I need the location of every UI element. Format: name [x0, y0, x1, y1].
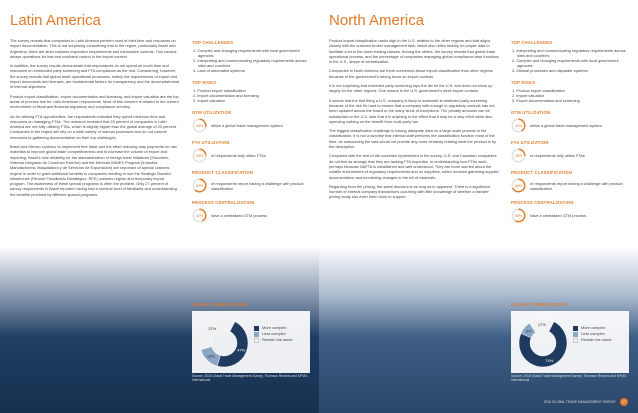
paragraph: Brazil and Mexico continue to implement free trade and the effort reducing duty payments on raw materials to improve global trade competitiveness and to increase the volume of export and importing. Brazil's new reliability for the standardization of foreign trade initiatives (Siscomex, Sistema Integrado de Comércio Exterior) and the Mexican IMMEX Program (Industria Manufacturera, Maquiladora y de Servicios de Exportación) are important of special customs regime in order to grant additional benefits to companies electing to use the Strategic Bonded Warehouse (Recinto Fiscalizado Estratégico, RFE) customs regime and temporary import program. The awareness of these special programs is often the problem. Only 27 percent of survey respondents in Brazil reported having had a nominal level of familiarity and understanding the benefits provided by different special programs.	[10, 144, 177, 197]
list-item: 3. Export documentation and screening	[512, 98, 580, 103]
top-challenges-heading: TOP CHALLENGES	[511, 40, 553, 45]
pcent-stat	[192, 208, 312, 223]
donut-chart	[517, 317, 569, 369]
list-item: 3. Manual processes and disparate systems	[512, 68, 588, 73]
list-item: 2. Import valuation	[512, 93, 545, 98]
list-item: 2. Import documentation and licensing	[193, 93, 259, 98]
swatch	[573, 326, 578, 331]
pc-stat	[511, 178, 631, 193]
gtm-stat	[192, 118, 312, 133]
paragraph: Compared with the rest of the countries represented in the survey, U.S. and Canadian companies do not feel as strongly that they are lacking FTA expertise. In understanding how FTAs work, perhaps because NAFTA is established and well understood. They are more worried about the volatile environment of regulatory requirements and on suppliers, which involves gathering supplier documentation and monitoring changes to the bill of materials.	[329, 153, 499, 180]
page-title: North America	[329, 12, 425, 29]
process-centralization-heading: PROCESS CENTRALIZATION	[192, 200, 255, 205]
gto-chart-box	[192, 311, 310, 373]
page-north-america	[319, 0, 638, 413]
product-classification-heading: PRODUCT CLASSIFICATION	[511, 170, 573, 175]
ring-value: 68%	[514, 183, 523, 188]
footer-text: 2016 GLOBAL TRADE MANAGEMENT SURVEY	[543, 400, 616, 404]
swatch	[254, 338, 259, 343]
top-risks-heading: TOP RISKS	[511, 80, 536, 85]
page-footer	[544, 398, 628, 406]
gtm-utilization-heading: GTM UTILIZATION	[511, 110, 551, 115]
ring-value: 25%	[195, 153, 204, 158]
progress-ring	[511, 148, 526, 163]
legend	[573, 325, 612, 343]
legend	[254, 325, 293, 343]
top-risks-heading: TOP RISKS	[192, 80, 217, 85]
legend-label: Less complex	[581, 331, 605, 336]
ring-value: 58%	[514, 213, 523, 218]
stat-text: of respondents report having a challenge with product classification	[530, 180, 623, 191]
segment-label: 9%	[525, 328, 532, 334]
process-centralization-heading: PROCESS CENTRALIZATION	[511, 200, 574, 205]
progress-ring	[511, 208, 526, 223]
source-note: Source: 2016 Global Trade Management Survey, Thomson Reuters and KPMG International	[192, 374, 308, 383]
progress-ring	[192, 208, 207, 223]
fta-stat	[192, 148, 312, 163]
list-item: 3. Import valuation	[193, 98, 226, 103]
top-risks-list	[192, 88, 312, 103]
stat-text: of respondents fully utilize FTAs	[211, 153, 266, 158]
legend-item	[254, 337, 293, 343]
swatch	[254, 332, 259, 337]
global-trade-outlook	[192, 302, 312, 373]
donut-chart	[198, 317, 250, 369]
list-item: 3. Lack of automated systems	[193, 68, 245, 73]
paragraph: Product import classification, import documentation and licensing, and import valuation are the top areas of process risk for Latin American respondents. Most of this concern is related to the current environment of fiscal and financial regulatory and compliance scrutiny.	[10, 93, 179, 110]
segment-label: 16%	[206, 353, 215, 359]
gto-heading: GLOBAL TRADE OUTLOOK	[511, 302, 567, 307]
legend-label: More complex	[581, 325, 606, 330]
fta-utilization-heading: FTA UTILIZATION	[192, 140, 230, 145]
ring-value: 26%	[514, 153, 523, 158]
segment-label: 17%	[537, 322, 546, 328]
progress-ring	[192, 178, 207, 193]
pc-stat	[192, 178, 312, 193]
body-text	[10, 38, 180, 201]
top-challenges-list	[511, 48, 631, 73]
top-risks-list	[511, 88, 631, 103]
fta-utilization-heading: FTA UTILIZATION	[511, 140, 549, 145]
legend-label: Less complex	[262, 331, 286, 336]
ring-value: 42%	[514, 123, 523, 128]
legend-item	[573, 337, 612, 343]
source-note: Source: 2016 Global Trade Management Survey, Thomson Reuters and KPMG International	[511, 374, 627, 383]
paragraph: Companies in North America are more concerned about export classification than other regions because of the government's strong focus on export controls.	[329, 68, 493, 79]
list-item: 1. Complex and changing requirements with local government agencies	[193, 48, 300, 58]
legend-label: Remain the same	[262, 337, 293, 342]
stat-text: utilize a global trade management system	[530, 123, 602, 128]
paragraph: The survey reveals that companies in Latin America perform most of their time and resources on import documentation. This is not surprising considering that in the region, particularly Brazil and Argentina, there are strict customs inspection requirements and exhaustive controls. This causes delays operations for fast and confident control in the import context.	[10, 38, 177, 59]
ring-value: 62%	[195, 183, 204, 188]
ring-value: 28%	[195, 123, 204, 128]
progress-ring	[511, 178, 526, 193]
progress-ring	[192, 148, 207, 163]
paragraph: It is not surprising that restricted party screening tops the list for the U.S. and does not show up largely for the other regions. One reason is the U.S. government's strict export controls.	[329, 83, 493, 94]
progress-ring	[511, 118, 526, 133]
gtm-stat	[511, 118, 631, 133]
product-classification-heading: PRODUCT CLASSIFICATION	[192, 170, 254, 175]
sidebar	[511, 40, 631, 230]
segment-remain-same	[200, 319, 235, 350]
list-item: 1. Product import classification	[512, 88, 565, 93]
paragraph: As for utilizing FTA opportunities, the respondents indicated they spend minimum time and resources on managing FTAs. The research revealed that 25 percent of companies in Latin America are not fully utilizing FTAs, which is slightly higher than the global average of 20 percent. Companies in the region still rely on a wide variety of manual processes and do not commit resources to gathering documentation on their top challenges.	[10, 113, 178, 140]
global-trade-outlook	[511, 302, 631, 373]
page-number: 17	[620, 398, 628, 406]
top-challenges-heading: TOP CHALLENGES	[192, 40, 234, 45]
gto-chart-box	[511, 311, 629, 373]
body-text	[329, 38, 499, 204]
page-title: Latin America	[10, 12, 101, 29]
swatch	[573, 338, 578, 343]
stat-text: utilize a global trade management system	[211, 123, 283, 128]
legend-label: More complex	[262, 325, 287, 330]
progress-ring	[192, 118, 207, 133]
stat-text: have a centralized GTM process	[211, 213, 268, 218]
segment-label: 47%	[237, 347, 246, 353]
pcent-stat	[511, 208, 631, 223]
paragraph: Product import classification ranks high in the U.S. relative to the other regions and that aligns closely with the customs broker management task, which also relies heavily on proper data to facilitate a lot to the lower trading classes. Among the others, the survey reveals that global trade operational process, and the percentage of companies managing global compliance-wise functions in the U.S., shape of centralization.	[329, 38, 499, 65]
list-item: 1. Product import classification	[193, 88, 246, 93]
list-item: 2. Complex and changing requirements with local government agencies	[512, 58, 619, 68]
gto-heading: GLOBAL TRADE OUTLOOK	[192, 302, 248, 307]
segment-label: 74%	[545, 357, 554, 363]
list-item: 2. Interpreting and communicating regulatory requirements across sites and countries	[193, 58, 307, 68]
legend-label: Remain the same	[581, 337, 612, 342]
paragraph: In addition, the survey results demonstrate that respondents do not spend as much time and resources on embedded party screening and FTA compliance as the rest. Considering, however, the survey reveals that global trade operational processes, mainly the requirements of export and import documents and licenses, are fundamental factors for transparency and the accomplishment of internal objectives.	[10, 63, 180, 90]
stat-text: of respondents fully utilize FTAs	[530, 153, 585, 158]
segment-label: 37%	[208, 326, 217, 332]
swatch	[573, 332, 578, 337]
stat-text: of respondents report having a challenge with product classification	[211, 180, 304, 191]
list-item: 1. Interpreting and communicating regulatory requirements across sites and countries	[512, 48, 626, 58]
paragraph: It seems that the first thing a U.S. company is likely to automate is restricted party screening because of the risk it's hard to ensure that a company with enough in-regulatory controls has not been updated across the board or the many kinds of exceptions. The penalty amounts can be substantial on the U.S. side that it in anything to the effect that it may be a very effort while also spending nothing on the benefit from multi-party tax.	[329, 97, 495, 124]
paragraph: The biggest classification challenge is having adequate data on a large scale process in the classification. It is not a surprise that internal staff performs the classification function most of the time, as outsourcing the task would not provide any more certainty relating what the product is by the description.	[329, 128, 496, 150]
ring-value: 42%	[195, 213, 204, 218]
swatch	[254, 326, 259, 331]
paragraph: Regarding from the pricing, the same discount is as long as to apparent. There is a significant number of internal company transactions occurring with little knowledge of whether a transfer pricing study has even been done to support.	[329, 183, 490, 200]
sidebar	[192, 40, 312, 230]
gtm-utilization-heading: GTM UTILIZATION	[192, 110, 232, 115]
top-challenges-list	[192, 48, 312, 73]
stat-text: have a centralized GTM process	[530, 213, 587, 218]
fta-stat	[511, 148, 631, 163]
